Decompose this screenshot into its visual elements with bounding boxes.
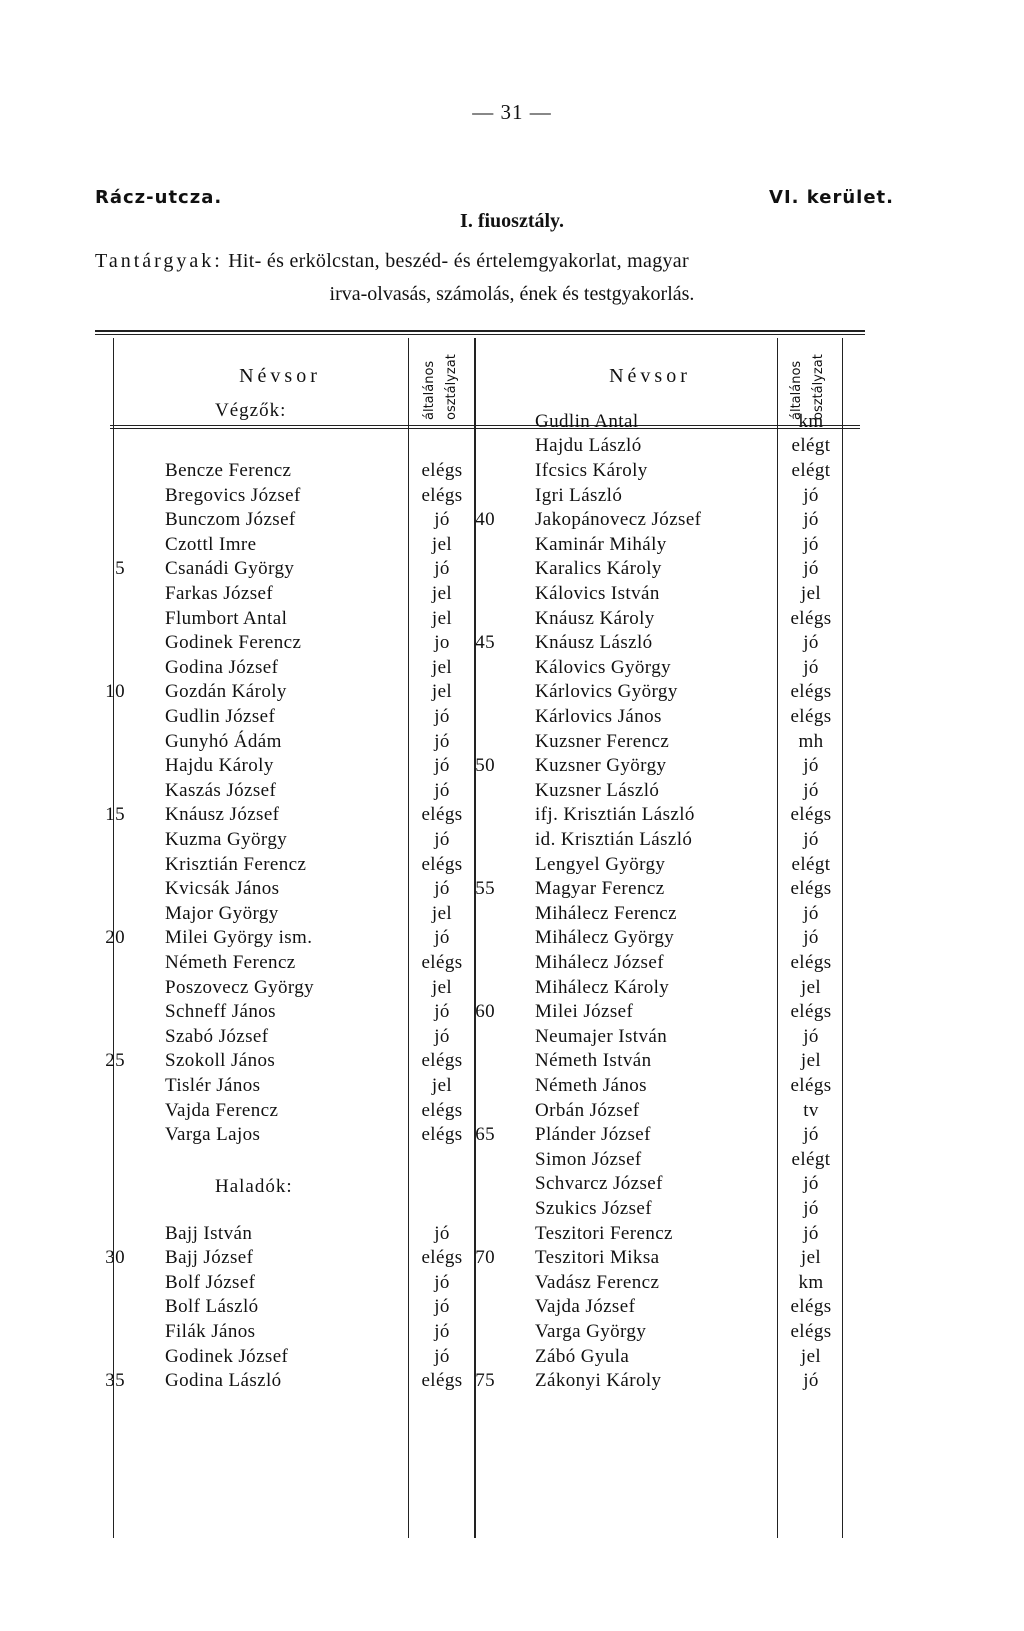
row-number: 55	[475, 878, 495, 900]
table-row	[95, 901, 865, 927]
row-number: 15	[105, 804, 125, 826]
student-grade: elégs	[790, 681, 832, 703]
student-grade: km	[798, 410, 824, 432]
table-row	[95, 1048, 865, 1074]
student-grade: jel	[800, 583, 822, 604]
student-grade: jel	[431, 583, 453, 604]
student-grade: elégs	[790, 607, 832, 629]
student-name: Major György	[165, 902, 279, 924]
table-row	[95, 852, 865, 878]
student-name: Gudlin József	[165, 706, 276, 727]
table-row	[95, 1147, 865, 1173]
student-name: Kvicsák János	[165, 878, 280, 900]
page-number: — 31 —	[472, 100, 552, 124]
student-name: Milei György ism.	[165, 927, 313, 949]
row-number: 75	[475, 1370, 495, 1392]
table-row	[95, 753, 865, 779]
table-row	[95, 1294, 865, 1320]
row-number: 5	[115, 558, 125, 580]
student-name: Kuzsner György	[535, 755, 667, 777]
table-row	[95, 925, 865, 951]
student-grade: jó	[803, 484, 819, 506]
student-grade: jel	[431, 681, 453, 703]
student-grade: jo	[434, 632, 450, 654]
student-grade: jó	[803, 1370, 819, 1392]
student-name: Kárlovics György	[535, 681, 678, 703]
student-grade: elégs	[790, 1296, 832, 1318]
student-grade: jó	[803, 1124, 819, 1146]
row-number: 45	[475, 632, 495, 654]
table-row	[95, 433, 865, 459]
student-name: Gozdán Károly	[165, 681, 287, 703]
street-name: Rácz-utcza.	[95, 187, 223, 208]
table-row	[95, 876, 865, 902]
table-row	[95, 1171, 865, 1197]
table-row	[95, 1245, 865, 1271]
student-name: Vajda József	[535, 1296, 636, 1318]
student-grade: elégs	[421, 1247, 463, 1269]
student-name: Kaminár Mihály	[535, 533, 667, 555]
row-number: 40	[475, 509, 495, 531]
student-name: Mihálecz Ferencz	[535, 902, 677, 924]
student-grade: jó	[434, 509, 450, 531]
student-name: Kálovics György	[535, 656, 671, 678]
student-grade: jó	[434, 779, 450, 801]
student-grade: jó	[434, 1025, 450, 1047]
table-row	[95, 1368, 865, 1394]
student-name: Németh Ferencz	[165, 952, 296, 973]
class-roster-table	[95, 330, 875, 1560]
student-grade: jó	[803, 1025, 819, 1047]
table-row	[95, 1270, 865, 1296]
student-grade: elégs	[421, 460, 463, 481]
student-name: Varga Lajos	[165, 1124, 261, 1146]
student-name: Kárlovics János	[535, 706, 662, 727]
header-grade-left-line1: általános	[422, 360, 437, 420]
header-grade-left-line2: osztályzat	[444, 354, 459, 420]
student-name: Németh János	[535, 1075, 647, 1096]
row-number: 10	[105, 681, 125, 703]
student-grade: km	[798, 1271, 824, 1293]
student-name: Czottl Imre	[165, 533, 257, 555]
student-grade: elégs	[421, 484, 463, 506]
student-name: Szokoll János	[165, 1050, 276, 1072]
table-row	[95, 778, 865, 804]
table-row	[95, 679, 865, 705]
row-number: 60	[475, 1001, 495, 1023]
row-number: 50	[475, 755, 495, 777]
student-grade: jel	[800, 976, 822, 998]
student-name: Kálovics István	[535, 583, 660, 604]
student-grade: jó	[803, 755, 819, 777]
section-title-advancing: Haladók:	[215, 1176, 293, 1198]
table-row	[95, 1319, 865, 1345]
student-name: Godinek József	[165, 1345, 289, 1367]
student-grade: jó	[434, 1271, 450, 1293]
student-grade: elégt	[791, 853, 831, 875]
student-name: Szukics József	[535, 1198, 652, 1219]
table-row	[95, 532, 865, 558]
table-row	[95, 704, 865, 730]
student-grade: elégs	[790, 1001, 832, 1023]
table-row	[95, 1073, 865, 1099]
student-grade: jel	[800, 1050, 822, 1072]
student-grade: jó	[434, 706, 450, 727]
student-name: Kaszás József	[165, 779, 277, 801]
student-name: Teszitori Miksa	[535, 1247, 660, 1269]
section-title-graduates: Végzők:	[215, 400, 287, 422]
table-row	[95, 1196, 865, 1222]
student-grade: jel	[431, 1075, 453, 1096]
student-grade: jó	[803, 558, 819, 580]
student-name: Bunczom József	[165, 509, 296, 531]
table-row	[95, 606, 865, 632]
row-number: 65	[475, 1124, 495, 1146]
student-name: Magyar Ferencz	[535, 878, 665, 900]
student-name: Hajdu Károly	[165, 755, 274, 777]
subjects-label: Tantárgyak:	[95, 250, 223, 272]
student-name: Orbán József	[535, 1099, 640, 1121]
student-grade: elégs	[790, 1321, 832, 1342]
student-name: Szabó József	[165, 1025, 269, 1047]
student-name: Knáusz Károly	[535, 607, 655, 629]
table-row	[95, 999, 865, 1025]
student-grade: jel	[431, 656, 453, 678]
student-name: Farkas József	[165, 583, 274, 604]
student-name: Bajj József	[165, 1247, 254, 1269]
student-name: Milei József	[535, 1001, 634, 1023]
student-name: Bencze Ferencz	[165, 460, 292, 481]
table-top-rule-thin	[95, 334, 865, 335]
student-name: Krisztián Ferencz	[165, 853, 307, 875]
row-number: 25	[105, 1050, 125, 1072]
student-name: Vadász Ferencz	[535, 1271, 660, 1293]
student-grade: elégt	[791, 1148, 831, 1170]
table-row	[95, 483, 865, 509]
student-grade: jel	[800, 1247, 822, 1269]
student-grade: elégt	[791, 435, 831, 457]
table-row	[95, 409, 865, 435]
student-grade: elégs	[421, 952, 463, 973]
student-name: Flumbort Antal	[165, 607, 288, 629]
student-grade: jó	[434, 1222, 450, 1244]
student-grade: jó	[434, 730, 450, 752]
student-grade: jó	[803, 656, 819, 678]
header-grade-right-line1: általános	[789, 360, 804, 420]
student-grade: elégs	[421, 1050, 463, 1072]
student-name: Csanádi György	[165, 558, 295, 580]
row-number: 70	[475, 1247, 495, 1269]
header-name-right: Névsor	[609, 365, 691, 387]
student-name: Tislér János	[165, 1075, 261, 1096]
table-row	[95, 729, 865, 755]
table-row	[95, 1122, 865, 1148]
student-grade: jel	[431, 976, 453, 998]
student-grade: jel	[431, 607, 453, 629]
student-grade: elégs	[421, 1099, 463, 1121]
student-name: Teszitori Ferencz	[535, 1222, 673, 1244]
student-grade: jel	[431, 533, 453, 555]
student-grade: jel	[431, 902, 453, 924]
subjects-line-2: irva-olvasás, számolás, ének és testgyakorlás.	[329, 283, 695, 305]
table-row	[95, 581, 865, 607]
student-grade: elégs	[421, 804, 463, 826]
student-grade: jó	[434, 927, 450, 949]
student-name: Bregovics József	[165, 484, 301, 506]
student-name: Filák János	[165, 1321, 256, 1342]
table-row	[95, 1024, 865, 1050]
student-name: Gunyhó Ádám	[165, 730, 282, 752]
student-grade: elégs	[790, 706, 832, 727]
student-name: Schvarcz József	[535, 1173, 663, 1195]
student-grade: elégs	[421, 1124, 463, 1146]
student-grade: jó	[434, 558, 450, 580]
student-grade: elégs	[421, 853, 463, 875]
student-name: Poszovecz György	[165, 976, 315, 998]
student-name: Bajj István	[165, 1222, 253, 1244]
table-row	[95, 1098, 865, 1124]
student-grade: elégt	[791, 460, 831, 481]
student-name: Kuzsner László	[535, 779, 660, 801]
student-name: Mihálecz József	[535, 952, 664, 973]
student-name: Kuzma György	[165, 829, 288, 850]
student-name: Mihálecz György	[535, 927, 675, 949]
table-row	[95, 556, 865, 582]
district-name: VI. kerület.	[769, 187, 894, 208]
table-row	[95, 458, 865, 484]
table-row	[95, 630, 865, 656]
student-name: Bolf László	[165, 1296, 259, 1318]
student-name: Varga György	[535, 1321, 647, 1342]
student-name: Simon József	[535, 1148, 642, 1170]
student-grade: mh	[798, 730, 824, 752]
table-row	[95, 655, 865, 681]
student-name: Németh István	[535, 1050, 652, 1072]
student-grade: jó	[434, 829, 450, 850]
student-name: Neumajer István	[535, 1025, 668, 1047]
student-grade: jó	[434, 1321, 450, 1342]
student-name: Knáusz László	[535, 632, 653, 654]
table-row	[95, 975, 865, 1001]
table-row	[95, 827, 865, 853]
student-name: Godina László	[165, 1370, 282, 1392]
table-row	[95, 950, 865, 976]
student-name: Hajdu László	[535, 435, 642, 457]
student-grade: jó	[803, 902, 819, 924]
table-top-rule	[95, 330, 865, 332]
student-grade: jó	[803, 533, 819, 555]
student-name: Igri László	[535, 484, 623, 506]
student-grade: elégs	[790, 878, 832, 900]
student-grade: jó	[803, 1222, 819, 1244]
student-name: Godina József	[165, 656, 279, 678]
student-grade: tv	[803, 1099, 819, 1121]
student-grade: jó	[803, 829, 819, 850]
row-number: 20	[105, 927, 125, 949]
student-grade: jó	[434, 1296, 450, 1318]
student-name: Mihálecz Károly	[535, 976, 670, 998]
student-grade: elégs	[790, 952, 832, 973]
subjects-text-1: Hit- és erkölcstan, beszéd- és értelemgyakorlat, magyar	[228, 250, 689, 272]
student-name: Vajda Ferencz	[165, 1099, 279, 1121]
table-row	[95, 1221, 865, 1247]
row-number: 30	[105, 1247, 125, 1269]
student-grade: jó	[803, 927, 819, 949]
student-grade: jó	[803, 1173, 819, 1195]
student-name: Godinek Ferencz	[165, 632, 302, 654]
table-row	[95, 1344, 865, 1370]
student-grade: elégs	[421, 1370, 463, 1392]
student-name: Schneff János	[165, 1001, 276, 1023]
student-name: Ifcsics Károly	[535, 460, 648, 481]
student-name: Knáusz József	[165, 804, 280, 826]
student-grade: elégs	[790, 1075, 832, 1096]
student-name: Karalics Károly	[535, 558, 662, 580]
student-name: Lengyel György	[535, 853, 666, 875]
student-grade: jó	[803, 779, 819, 801]
student-grade: jó	[803, 632, 819, 654]
school-class-title: I. fiuosztály.	[460, 210, 564, 232]
student-grade: jel	[800, 1345, 822, 1367]
student-grade: jó	[434, 878, 450, 900]
student-name: Bolf József	[165, 1271, 256, 1293]
student-grade: jó	[434, 1001, 450, 1023]
student-grade: elégs	[790, 804, 832, 826]
student-name: Zábó Gyula	[535, 1345, 630, 1367]
table-row	[95, 507, 865, 533]
header-grade-right-line2: osztályzat	[811, 354, 826, 420]
student-grade: jó	[434, 1345, 450, 1367]
student-grade: jó	[803, 509, 819, 531]
student-name: ifj. Krisztián László	[535, 804, 695, 826]
student-name: Zákonyi Károly	[535, 1370, 662, 1392]
subjects-line-1	[95, 250, 890, 273]
student-name: Kuzsner Ferencz	[535, 730, 670, 752]
student-grade: jó	[803, 1198, 819, 1219]
student-name: id. Krisztián László	[535, 829, 693, 850]
row-number: 35	[105, 1370, 125, 1392]
student-name: Plánder József	[535, 1124, 651, 1146]
student-name: Jakopánovecz József	[535, 509, 702, 531]
header-name-left: Névsor	[239, 365, 321, 387]
table-row	[95, 802, 865, 828]
student-grade: jó	[434, 755, 450, 777]
student-name: Gudlin Antal	[535, 410, 639, 432]
